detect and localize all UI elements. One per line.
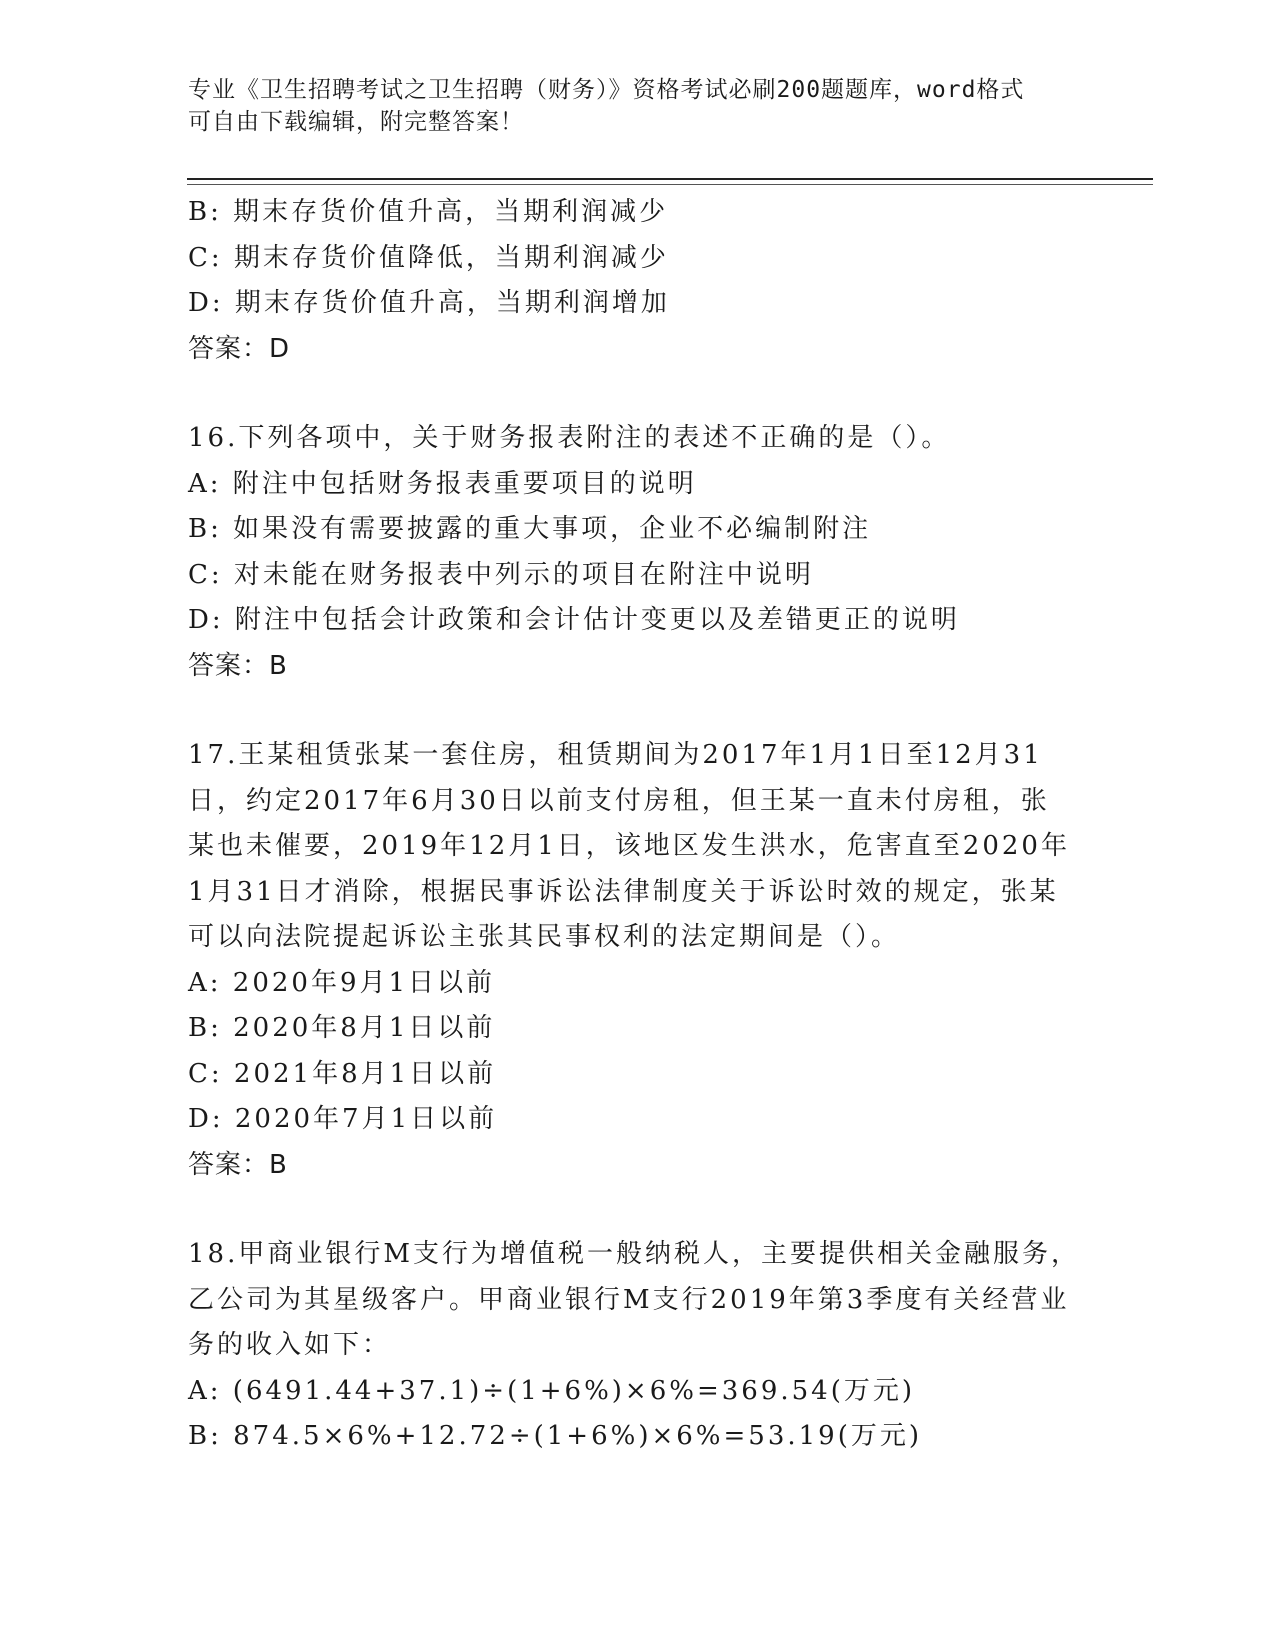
question-stem: 18.甲商业银行M支行为增值税一般纳税人，主要提供相关金融服务， — [188, 1239, 1080, 1269]
header-line-2: 可自由下载编辑，附完整答案！ — [188, 109, 524, 135]
question-stem: 16.下列各项中，关于财务报表附注的表述不正确的是（）。 — [188, 423, 951, 453]
question-stem: 日，约定2017年6月30日以前支付房租，但王某一直未付房租，张 — [188, 785, 1050, 816]
option-b: B: 874.5×6%+12.72÷(1+6%)×6%=53.19(万元) — [188, 1421, 922, 1451]
question-stem: 乙公司为其星级客户。甲商业银行M支行2019年第3季度有关经营业 — [188, 1284, 1070, 1315]
spacer — [188, 1188, 1088, 1232]
question-stem: 某也未催要，2019年12月1日，该地区发生洪水，危害直至2020年 — [188, 831, 1070, 861]
option-c: C: 期末存货价值降低，当期利润减少 — [188, 242, 669, 273]
option-a: A: 2020年9月1日以前 — [188, 967, 496, 998]
document-header — [188, 74, 1088, 138]
question-16 — [188, 416, 1088, 689]
option-a: A: (6491.44+37.1)÷(1+6%)×6%=369.54(万元) — [188, 1375, 916, 1406]
option-b: B: 2020年8月1日以前 — [188, 1013, 496, 1043]
option-b: B: 如果没有需要披露的重大事项，企业不必编制附注 — [188, 514, 872, 544]
question-15 — [188, 190, 1088, 372]
answer-line: 答案：D — [188, 333, 291, 364]
option-d: D: 2020年7月1日以前 — [188, 1104, 498, 1134]
option-d: D: 附注中包括会计政策和会计估计变更以及差错更正的说明 — [188, 605, 960, 635]
question-stem: 务的收入如下： — [188, 1330, 392, 1360]
header-divider — [187, 178, 1153, 180]
question-content — [188, 190, 1088, 1460]
header-line-1: 专业《卫生招聘考试之卫生招聘（财务）》资格考试必刷200题题库，word格式 — [188, 77, 1025, 103]
question-stem: 可以向法院提起诉讼主张其民事权利的法定期间是（）。 — [188, 922, 901, 952]
header-divider-thin — [187, 184, 1153, 185]
spacer — [188, 689, 1088, 733]
option-b: B: 期末存货价值升高，当期利润减少 — [188, 197, 669, 227]
question-18 — [188, 1232, 1088, 1460]
option-a: A: 附注中包括财务报表重要项目的说明 — [188, 468, 697, 499]
answer-line: 答案：B — [188, 1149, 288, 1180]
answer-line: 答案：B — [188, 650, 288, 681]
option-c: C: 对未能在财务报表中列示的项目在附注中说明 — [188, 559, 814, 590]
option-c: C: 2021年8月1日以前 — [188, 1058, 497, 1089]
question-17 — [188, 733, 1088, 1188]
spacer — [188, 372, 1088, 416]
option-d: D: 期末存货价值升高，当期利润增加 — [188, 288, 670, 318]
question-stem: 17.王某租赁张某一套住房，租赁期间为2017年1月1日至12月31 — [188, 740, 1043, 770]
question-stem: 1月31日才消除，根据民事诉讼法律制度关于诉讼时效的规定，张某 — [188, 876, 1059, 907]
